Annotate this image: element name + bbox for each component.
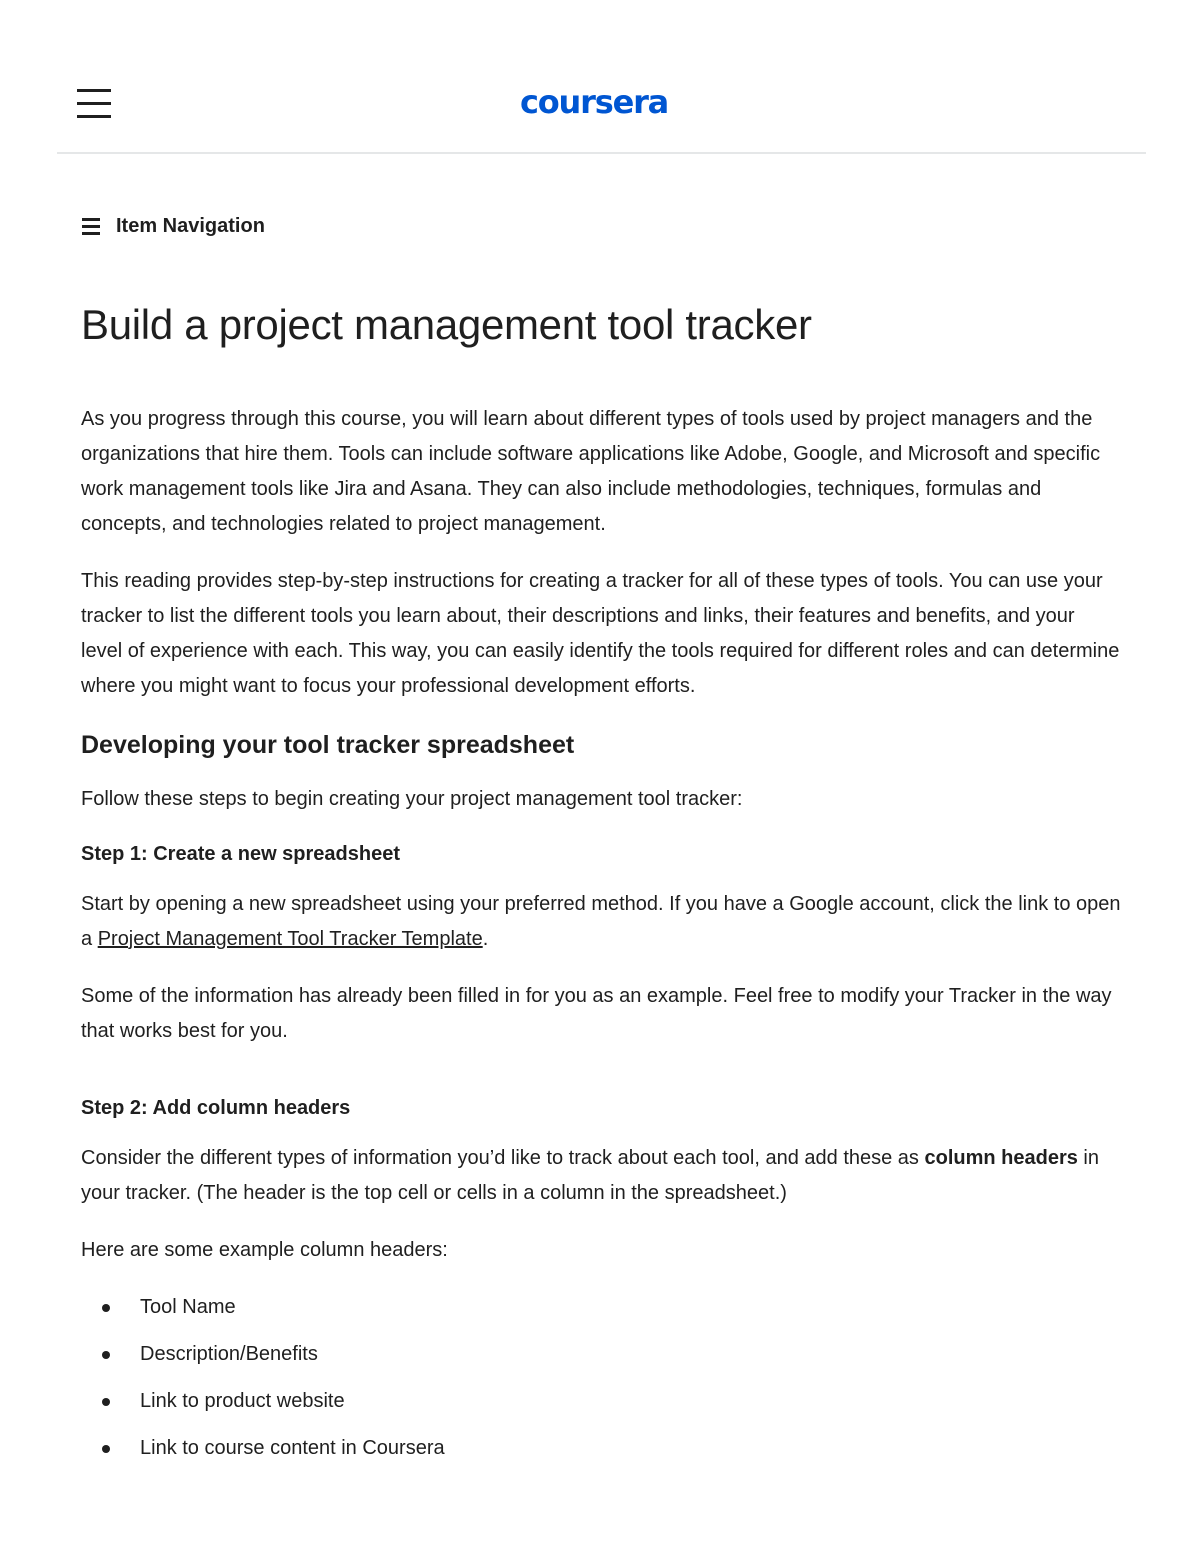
step-2-paragraph <box>81 1141 1121 1211</box>
step-1-text-end: . <box>482 928 489 950</box>
intro-paragraph: This reading provides step-by-step instructions for creating a tracker for all of these types of tools. You can use your tracker to list the different tools you learn about, their descriptions and links, their features and benefits, and your level of experience with each. This way, you can easily identify the tools required for different roles and can determine where you might want to focus your professional development efforts. <box>81 570 1120 697</box>
list-item: Description/Benefits <box>140 1337 1121 1372</box>
menu-bar <box>77 102 111 105</box>
step-2-heading: Step 2: Add column headers <box>81 1097 351 1119</box>
item-navigation-button[interactable] <box>82 211 265 241</box>
examples-intro: Here are some example column headers: <box>81 1239 448 1261</box>
coursera-logo[interactable]: coursera <box>520 83 669 121</box>
list-icon <box>82 217 102 235</box>
step-2-text: Consider the different types of information you’d like to track about each tool, and add these as <box>81 1147 925 1169</box>
page-title: Build a project management tool tracker <box>81 301 812 348</box>
list-item: Link to product website <box>140 1384 1121 1419</box>
section-intro: Follow these steps to begin creating your project management tool tracker: <box>81 788 743 810</box>
hamburger-menu-icon[interactable] <box>77 89 111 119</box>
column-headers-emphasis: column headers <box>924 1147 1078 1169</box>
menu-bar <box>77 115 111 118</box>
section-heading: Developing your tool tracker spreadsheet <box>81 731 575 759</box>
list-item: Link to course content in Coursera <box>140 1431 1121 1466</box>
item-navigation-label: Item Navigation <box>116 214 265 237</box>
intro-paragraph: As you progress through this course, you will learn about different types of tools used by project managers and the organizations that hire them. Tools can include software applications like Adobe, Google, and Microsoft and specific work management tools like Jira and Asana. They can also include methodologies, techniques, formulas and concepts, and technologies related to project management. <box>81 408 1101 535</box>
top-header <box>57 0 1146 154</box>
step-2-text-end: in your tracker. (The header is the top cell or cells in a column in the spreadsheet.) <box>81 1147 1099 1204</box>
article-content <box>81 296 1121 1478</box>
menu-bar <box>77 89 111 92</box>
list-item: Tool Name <box>140 1290 1121 1325</box>
step-1-text: Start by opening a new spreadsheet using your preferred method. If you have a Google account, click the link to open a <box>81 893 1121 950</box>
example-headers-list <box>81 1290 1121 1466</box>
step-1-paragraph <box>81 887 1121 957</box>
step-1-heading: Step 1: Create a new spreadsheet <box>81 843 401 865</box>
template-link[interactable]: Project Management Tool Tracker Template <box>97 928 483 950</box>
step-1-note: Some of the information has already been filled in for you as an example. Feel free to modify your Tracker in the way that works best for you. <box>81 985 1112 1042</box>
